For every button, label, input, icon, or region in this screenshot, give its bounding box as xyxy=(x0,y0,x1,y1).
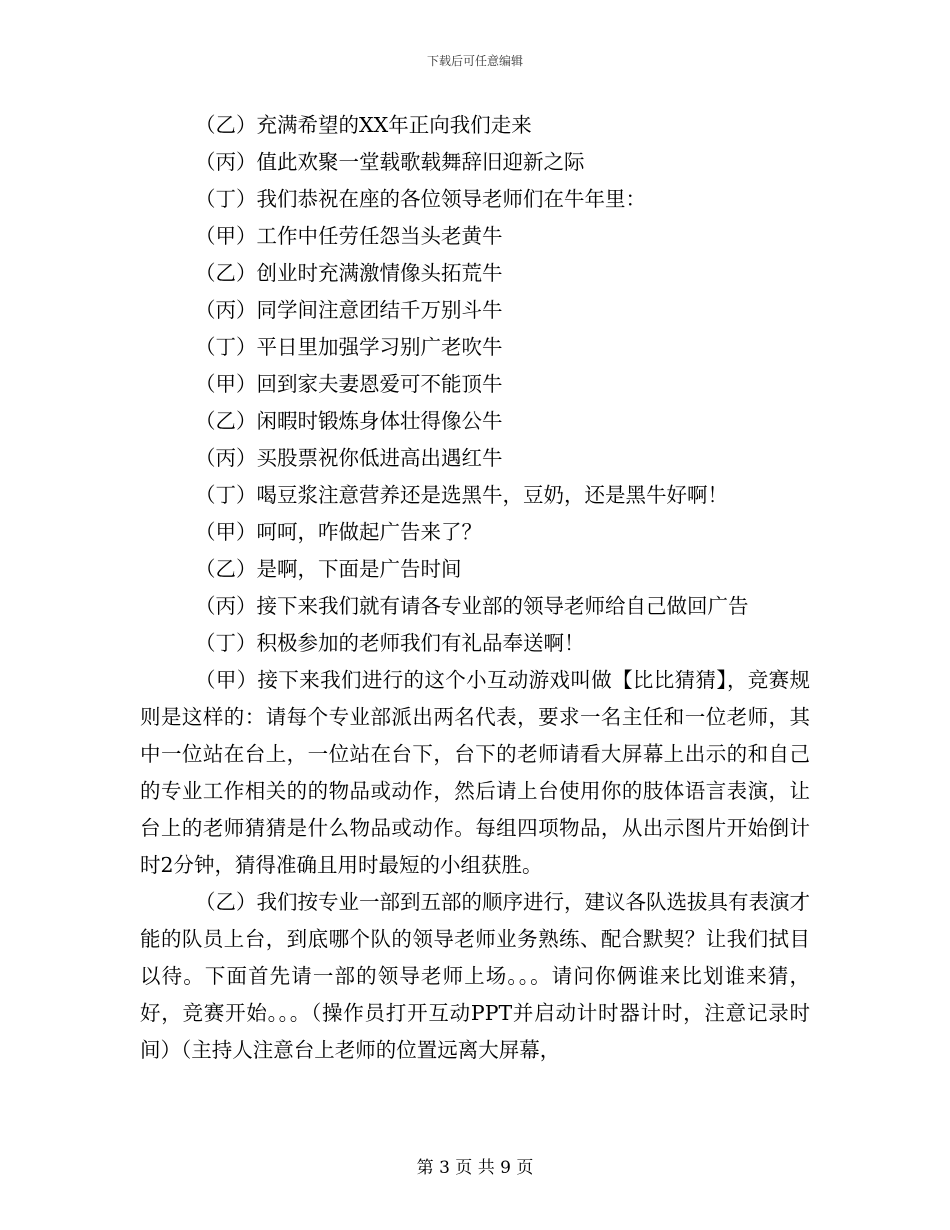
dialogue-line: （丁）喝豆浆注意营养还是选黑牛，豆奶，还是黑牛好啊！ xyxy=(195,483,728,507)
dialogue-line: （乙）创业时充满激情像头拓荒牛 xyxy=(195,261,503,285)
dialogue-line: （丙）买股票祝你低进高出遇红牛 xyxy=(195,446,503,470)
dialogue-line: （甲）工作中任劳任怨当头老黄牛 xyxy=(195,224,503,248)
dialogue-line: （丙）同学间注意团结千万别斗牛 xyxy=(195,298,503,322)
dialogue-line: （丁）积极参加的老师我们有礼品奉送啊！ xyxy=(195,631,585,655)
dialogue-line: （乙）是啊，下面是广告时间 xyxy=(195,557,462,581)
dialogue-line: （甲）回到家夫妻恩爱可不能顶牛 xyxy=(195,372,503,396)
dialogue-line: （丙）接下来我们就有请各专业部的领导老师给自己做回广告 xyxy=(195,594,749,618)
paragraph-game-order: （乙）我们按专业一部到五部的顺序进行，建议各队选拔具有表演才能的队员上台，到底哪个队的领导老师业务熟练、配合默契？让我们拭目以待。下面首先请一部的领导老师上场。。。请问你俩谁来比划谁来猜，好，竞赛开始。。。（操作员打开互动PPT并启动计时器计时，注意记录时间）（主持人注意台上老师的位置远离大屏幕， xyxy=(140,890,810,1062)
page-number: 第 3 页 共 9 页 xyxy=(416,1158,534,1178)
dialogue-line: （甲）呵呵，咋做起广告来了？ xyxy=(195,520,482,544)
document-body xyxy=(140,107,810,1069)
page-header: 下载后可任意编辑 xyxy=(426,54,523,68)
dialogue-line: （丁）我们恭祝在座的各位领导老师们在牛年里： xyxy=(195,187,646,211)
paragraph-game-rules: （甲）接下来我们进行的这个小互动游戏叫做【比比猜猜】，竞赛规则是这样的：请每个专业部派出两名代表，要求一名主任和一位老师，其中一位站在台上，一位站在台下，台下的老师请看大屏幕上出示的和自己的专业工作相关的的物品或动作，然后请上台使用你的肢体语言表演，让台上的老师猜猜是什么物品或动作。每组四项物品，从出示图片开始倒计时2分钟，猜得准确且用时最短的小组获胜。 xyxy=(140,668,810,877)
dialogue-line: （乙）充满希望的XX年正向我们走来 xyxy=(195,113,532,137)
dialogue-line: （丁）平日里加强学习别广老吹牛 xyxy=(195,335,503,359)
dialogue-line: （乙）闲暇时锻炼身体壮得像公牛 xyxy=(195,409,503,433)
dialogue-line: （丙）值此欢聚一堂载歌载舞辞旧迎新之际 xyxy=(195,150,585,174)
